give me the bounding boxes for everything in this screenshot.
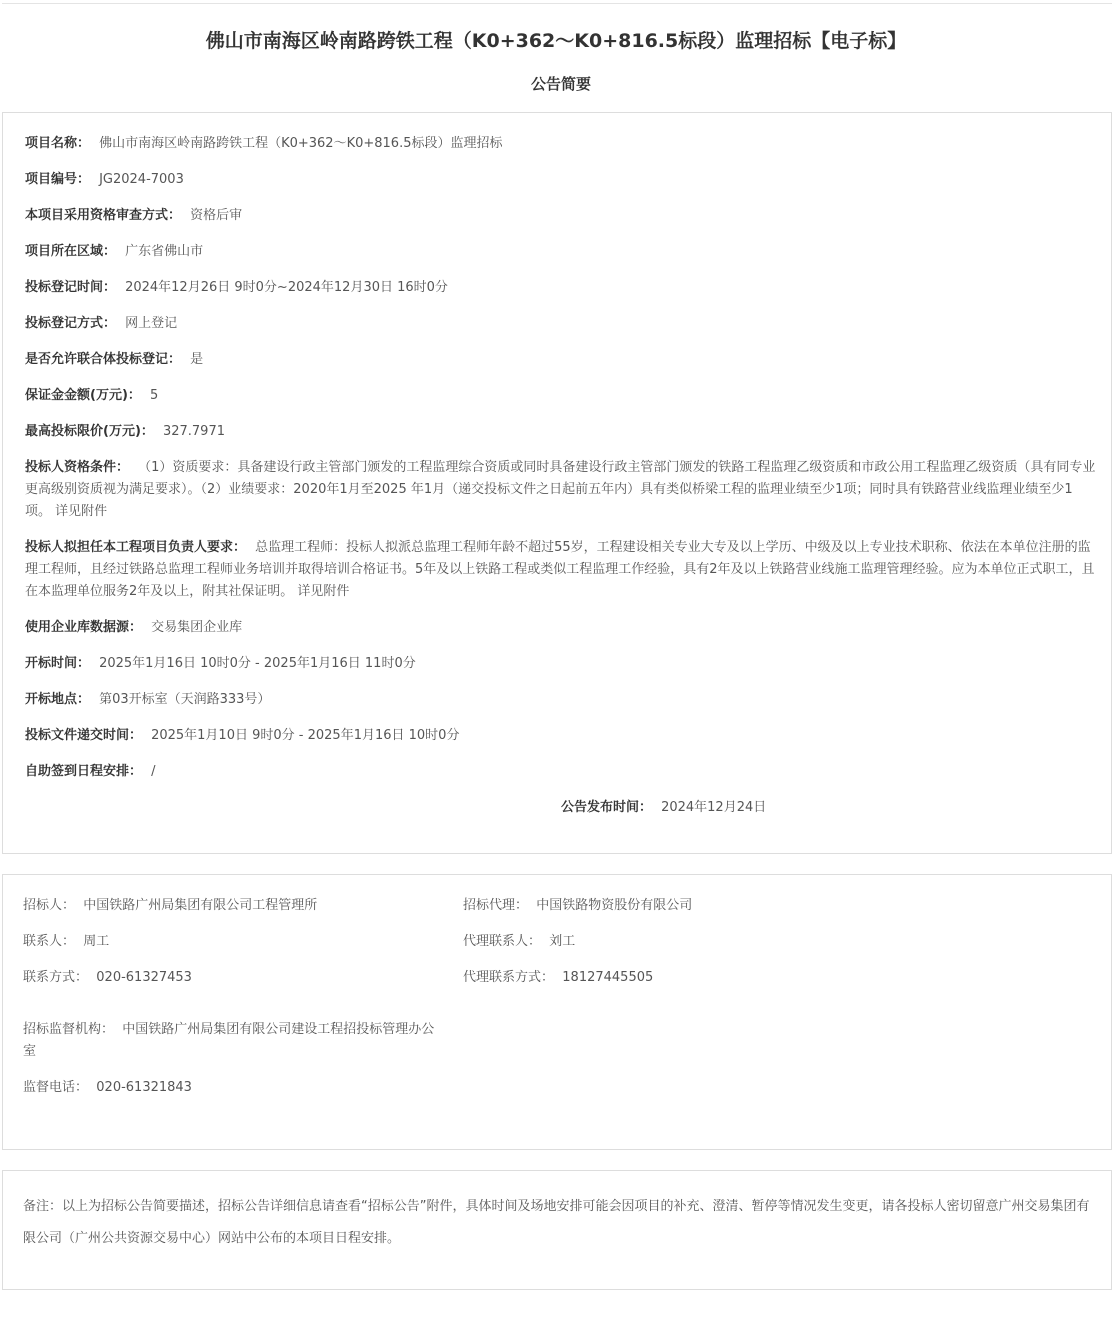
contact-panel (2, 874, 1112, 1150)
field-label: 项目所在区域： (25, 244, 117, 259)
field-qualification (25, 457, 1097, 523)
field-value: 交易集团企业库 (151, 620, 243, 635)
contact-person-value: 周工 (83, 934, 110, 949)
page-subtitle: 公告简要 (530, 75, 591, 93)
field-label: 保证金金额(万元)： (25, 388, 141, 403)
supervisor-phone-value: 020-61321843 (96, 1080, 192, 1095)
note-text: 备注：以上为招标公告简要描述，招标公告详细信息请查看“招标公告”附件，具体时间及场地安排可能会因项目的补充、澄清、暂停等情况发生变更，请各投标人密切留意广州交易集团有限公司（广州公共资源交易中心）网站中公布的本项目日程安排。 (23, 1199, 1090, 1246)
field-registration-method (25, 313, 1097, 335)
field-opening-location (25, 689, 1097, 711)
field-max-price (25, 421, 1097, 443)
field-label: 项目编号： (25, 172, 91, 187)
publish-time (561, 797, 766, 819)
field-label: 投标人资格条件： (25, 460, 130, 475)
field-value: 2025年1月16日 10时0分 - 2025年1月16日 11时0分 (99, 656, 416, 671)
field-label: 投标人拟担任本工程项目负责人要求： (25, 540, 247, 555)
contact-phone-value: 020-61327453 (96, 970, 192, 985)
agency-contact (463, 931, 1063, 953)
agency-contact-value: 刘工 (549, 934, 576, 949)
field-self-checkin (25, 761, 1097, 783)
field-project-leader (25, 537, 1097, 603)
summary-panel (2, 112, 1112, 854)
field-deposit (25, 385, 1097, 407)
supervisor (23, 1019, 443, 1063)
field-label: 投标登记时间： (25, 280, 117, 295)
field-label: 开标地点： (25, 692, 91, 707)
contact-person (23, 931, 443, 953)
tenderer (23, 895, 443, 917)
field-value: 广东省佛山市 (125, 244, 204, 259)
agency-contact-label: 代理联系人： (463, 934, 542, 949)
publish-time-label: 公告发布时间： (561, 800, 653, 815)
contact-phone-label: 联系方式： (23, 970, 89, 985)
top-divider (2, 3, 1112, 4)
supervisor-phone-label: 监督电话： (23, 1080, 89, 1095)
field-value: 是 (190, 352, 204, 367)
field-label: 投标文件递交时间： (25, 728, 143, 743)
field-value: 5 (149, 388, 159, 403)
field-value: 327.7971 (162, 424, 225, 439)
field-submission-time (25, 725, 1097, 747)
field-data-source (25, 617, 1097, 639)
agency-phone (463, 967, 1063, 989)
field-label: 最高投标限价(万元)： (25, 424, 154, 439)
agency-label: 招标代理： (463, 898, 529, 913)
field-label: 是否允许联合体投标登记： (25, 352, 182, 367)
agency-value: 中国铁路物资股份有限公司 (536, 898, 693, 913)
agency-phone-label: 代理联系方式： (463, 970, 555, 985)
supervisor-value: 中国铁路广州局集团有限公司建设工程招投标管理办公室 (23, 1022, 435, 1059)
field-review-method (25, 205, 1097, 227)
field-opening-time (25, 653, 1097, 675)
field-label: 本项目采用资格审查方式： (25, 208, 182, 223)
agency-phone-value: 18127445505 (562, 970, 654, 985)
field-project-name (25, 133, 1097, 155)
tenderer-label: 招标人： (23, 898, 76, 913)
field-consortium (25, 349, 1097, 371)
field-value: 2024年12月26日 9时0分~2024年12月30日 16时0分 (125, 280, 448, 295)
field-value: （1）资质要求：具备建设行政主管部门颁发的工程监理综合资质或同时具备建设行政主管部门颁发的铁路工程监理乙级资质和市政公用工程监理乙级资质（具有同专业更高级别资质视为满足要求）。（2）业绩要求：2020年1月至2025 年1月（递交投标文件之日起前五年内）具有类似桥梁工程的监理业绩至少1项；同时具有铁路营业线监理业绩至少1项。 详见附件 (25, 460, 1096, 519)
field-value: 总监理工程师：投标人拟派总监理工程师年龄不超过55岁，工程建设相关专业大专及以上学历、中级及以上专业技术职称、依法在本单位注册的监理工程师，且经过铁路总监理工程师业务培训并取得培训合格证书。5年及以上铁路工程或类似工程监理工作经验，具有2年及以上铁路营业线施工监理管理经验。应为本单位正式职工，且在本监理单位服务2年及以上，附其社保证明。 详见附件 (25, 540, 1095, 599)
field-value: 第03开标室（天润路333号） (99, 692, 271, 707)
supervisor-phone (23, 1077, 443, 1099)
agency (463, 895, 1063, 917)
field-value: / (151, 764, 156, 779)
field-value: JG2024-7003 (99, 172, 184, 187)
field-label: 项目名称： (25, 136, 91, 151)
field-project-code (25, 169, 1097, 191)
field-label: 投标登记方式： (25, 316, 117, 331)
note-panel (2, 1170, 1112, 1290)
page-title: 佛山市南海区岭南路跨铁工程（K0+362～K0+816.5标段）监理招标【电子标】 (205, 30, 907, 52)
publish-time-value: 2024年12月24日 (661, 800, 767, 815)
supervisor-label: 招标监督机构： (23, 1022, 115, 1037)
contact-phone (23, 967, 443, 989)
contact-person-label: 联系人： (23, 934, 76, 949)
field-value: 2025年1月10日 9时0分 - 2025年1月16日 10时0分 (151, 728, 460, 743)
field-label: 使用企业库数据源： (25, 620, 143, 635)
field-label: 开标时间： (25, 656, 91, 671)
field-registration-time (25, 277, 1097, 299)
tenderer-value: 中国铁路广州局集团有限公司工程管理所 (83, 898, 318, 913)
field-label: 自助签到日程安排： (25, 764, 143, 779)
field-value: 资格后审 (190, 208, 243, 223)
field-value: 网上登记 (125, 316, 178, 331)
field-value: 佛山市南海区岭南路跨铁工程（K0+362～K0+816.5标段）监理招标 (99, 136, 503, 151)
field-region (25, 241, 1097, 263)
